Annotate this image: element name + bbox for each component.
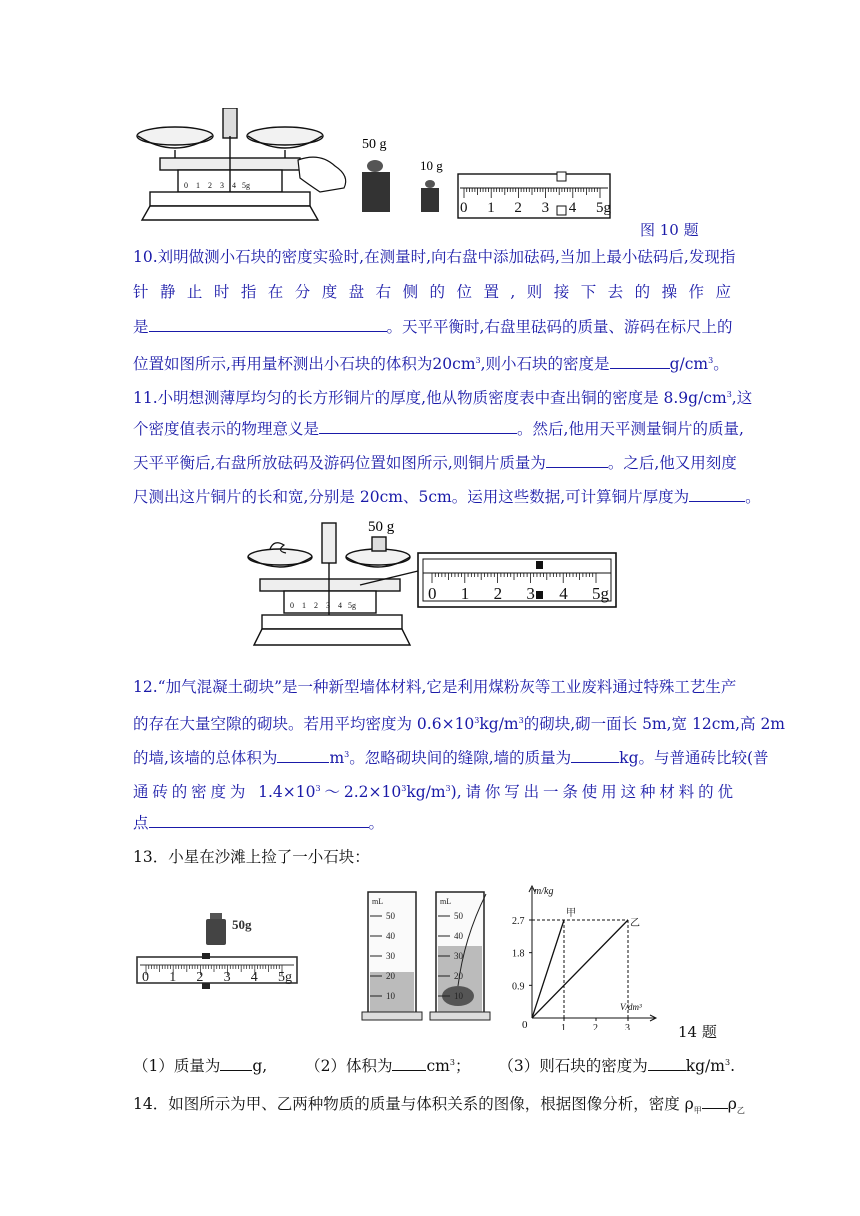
cylinder-tick-label: 30	[386, 951, 395, 961]
weight-label: 50 g	[368, 519, 395, 535]
q10-line4: 位置如图所示,再用量杯测出小石块的体积为$20cm^3$,则小石块的密度是 $g/cm^3$。	[133, 355, 729, 373]
ruler-label: 5g	[278, 970, 292, 985]
series-label: 甲	[566, 908, 576, 919]
x-tick-label: 1	[561, 1023, 566, 1030]
q10-line1: 10.刘明做测小石块的密度实验时,在测量时,向右盘中添加砝码,当加上最小砝码后,发现指	[133, 248, 736, 266]
q12-line5: 点 。	[133, 814, 385, 832]
cylinder-tick-label: 10	[386, 991, 395, 1001]
ruler-label: 0	[460, 200, 468, 216]
x-axis-label: V/dm³	[620, 1002, 642, 1012]
ruler-label: 0	[142, 970, 149, 985]
answer-blank[interactable]	[149, 813, 369, 828]
svg-text:4: 4	[232, 181, 236, 190]
mass-volume-chart	[510, 880, 660, 1030]
answer-blank[interactable]	[571, 748, 619, 763]
series-line-jia	[532, 920, 564, 1018]
ruler-label: 1	[487, 200, 495, 216]
q11-line4: 尺测出这片铜片的长和宽,分别是 20cm、5cm。运用这些数据,可计算铜片厚度为 。	[133, 488, 761, 506]
ruler-label: 1	[460, 584, 470, 603]
q12-line1: 12.“加气混凝土砌块”是一种新型墙体材料,它是利用煤粉灰等工业废料通过特殊工艺生产	[133, 678, 737, 696]
q14-text: 14．如图所示为甲、乙两种物质的质量与体积关系的图像，根据图像分析，密度 $\rho_甲$ $\rho_乙$	[133, 1095, 745, 1116]
ruler-scale	[458, 174, 610, 218]
svg-text:5g: 5g	[242, 181, 250, 190]
ruler-label: 2	[514, 200, 522, 216]
q11-line2: 个密度值表示的物理意义是 。然后,他用天平测量铜片的质量,	[133, 420, 744, 438]
cylinder-tick-label: 20	[386, 971, 395, 981]
weight-50g-icon	[206, 913, 252, 945]
hand-drawing	[298, 157, 346, 192]
balance-diagram	[137, 108, 323, 220]
answer-blank[interactable]	[392, 1056, 426, 1071]
cylinder-tick-label: 50	[386, 911, 395, 921]
y-tick-label: 0.9	[512, 981, 525, 993]
svg-text:2: 2	[208, 181, 212, 190]
svg-text:0: 0	[184, 181, 188, 190]
figure-balance-mid	[240, 515, 620, 655]
q12-line3: 的墙,该墙的总体积为 $m^3$。忽略砌块间的缝隙,墙的质量为 kg。与普通砖比较(普	[133, 749, 769, 767]
balance-diagram	[248, 523, 418, 645]
svg-text:2: 2	[314, 601, 318, 610]
q11-line3: 天平平衡后,右盘所放砝码及游码位置如图所示,则铜片质量为 。之后,他又用刻度	[133, 454, 737, 472]
svg-text:50g: 50g	[232, 917, 252, 932]
svg-text:3: 3	[220, 181, 224, 190]
cylinder-tick-label: 40	[386, 931, 395, 941]
figure-cylinders	[360, 888, 500, 1023]
q12-line2: 的存在大量空隙的砌块。若用平均密度为 $0.6\times 10^3kg/m^3$的砌块,砌一面长 5m,宽 12cm,高 2m	[133, 715, 786, 733]
ruler-label: 0	[428, 584, 437, 603]
answer-blank[interactable]	[702, 1094, 728, 1109]
svg-text:4: 4	[338, 601, 342, 610]
ruler-label: 4	[559, 584, 568, 603]
series-line-yi	[532, 920, 628, 1018]
answer-blank[interactable]	[689, 487, 745, 502]
ruler-label: 2	[196, 970, 204, 985]
svg-text:mL: mL	[440, 897, 452, 906]
svg-text:mL: mL	[372, 897, 384, 906]
weight-10g-icon	[420, 158, 443, 212]
answer-blank[interactable]	[149, 317, 387, 332]
q10-line3: 是 。天平平衡时,右盘里砝码的质量、游码在标尺上的	[133, 318, 733, 336]
answer-blank[interactable]	[319, 419, 517, 434]
answer-blank[interactable]	[277, 748, 329, 763]
ruler-label: 2	[493, 584, 503, 603]
figure-balance-top	[130, 108, 690, 230]
ruler-label: 4	[568, 200, 577, 216]
cylinder-tick-label: 10	[454, 991, 463, 1001]
ruler-label: 5g	[592, 584, 609, 603]
svg-text:0: 0	[290, 601, 294, 610]
q11-line1: 11.小明想测薄厚均匀的长方形铜片的厚度,他从物质密度表中查出铜的密度是 $8.9g/cm^3$,这	[133, 389, 753, 407]
figure-caption-14: 14 题	[678, 1023, 717, 1041]
cylinder-after	[430, 892, 490, 1020]
cylinder-tick-label: 30	[454, 951, 463, 961]
x-tick-label: 2	[593, 1023, 598, 1030]
ruler-label: 3	[541, 200, 550, 216]
y-tick-label: 2.7	[512, 916, 525, 927]
q12-line4: 通砖的密度为 $1.4\times 10^3\sim 2.2\times 10^3kg/m^3$),请你写出一条使用这种材料的优	[133, 783, 733, 801]
svg-text:1: 1	[302, 601, 306, 610]
origin-label: 0	[522, 1019, 528, 1030]
svg-text:1: 1	[196, 181, 200, 190]
ruler-scale	[418, 553, 616, 607]
answer-blank[interactable]	[546, 453, 608, 468]
cylinder-tick-label: 20	[454, 971, 463, 981]
cylinder-before	[362, 892, 422, 1020]
ruler-label: 4	[250, 970, 258, 985]
cylinder-tick-label: 50	[454, 911, 463, 921]
svg-text:5g: 5g	[348, 601, 356, 610]
cylinder-tick-label: 40	[454, 931, 463, 941]
answer-blank[interactable]	[648, 1056, 686, 1071]
q13-text: 13．小星在沙滩上捡了一小石块：	[133, 848, 370, 866]
svg-text:3: 3	[326, 601, 330, 610]
figure-q13-ruler	[132, 905, 302, 995]
ruler-label: 1	[169, 970, 177, 985]
ruler-label: 3	[223, 970, 231, 985]
answer-blank[interactable]	[610, 354, 670, 369]
answer-blank[interactable]	[220, 1056, 252, 1071]
y-tick-label: 1.8	[512, 948, 525, 960]
y-axis-label: m/kg	[534, 886, 554, 897]
weight-50g-icon	[362, 137, 390, 212]
series-label: 乙	[630, 918, 640, 929]
svg-text:10 g: 10 g	[420, 158, 443, 173]
x-tick-label: 3	[625, 1023, 630, 1030]
q10-line2: 针静止时指在分度盘右侧的位置,则接下去的操作应	[133, 283, 733, 301]
q13-answers: （1）质量为 g, （2）体积为 $cm^3$； （3）则石块的密度为 $kg/m^3$.	[133, 1057, 735, 1075]
figure-caption-10: 图 10 题	[640, 221, 699, 239]
ruler-label: 5g	[596, 200, 611, 216]
ruler-label: 3	[526, 584, 535, 603]
svg-text:50 g: 50 g	[362, 137, 387, 152]
